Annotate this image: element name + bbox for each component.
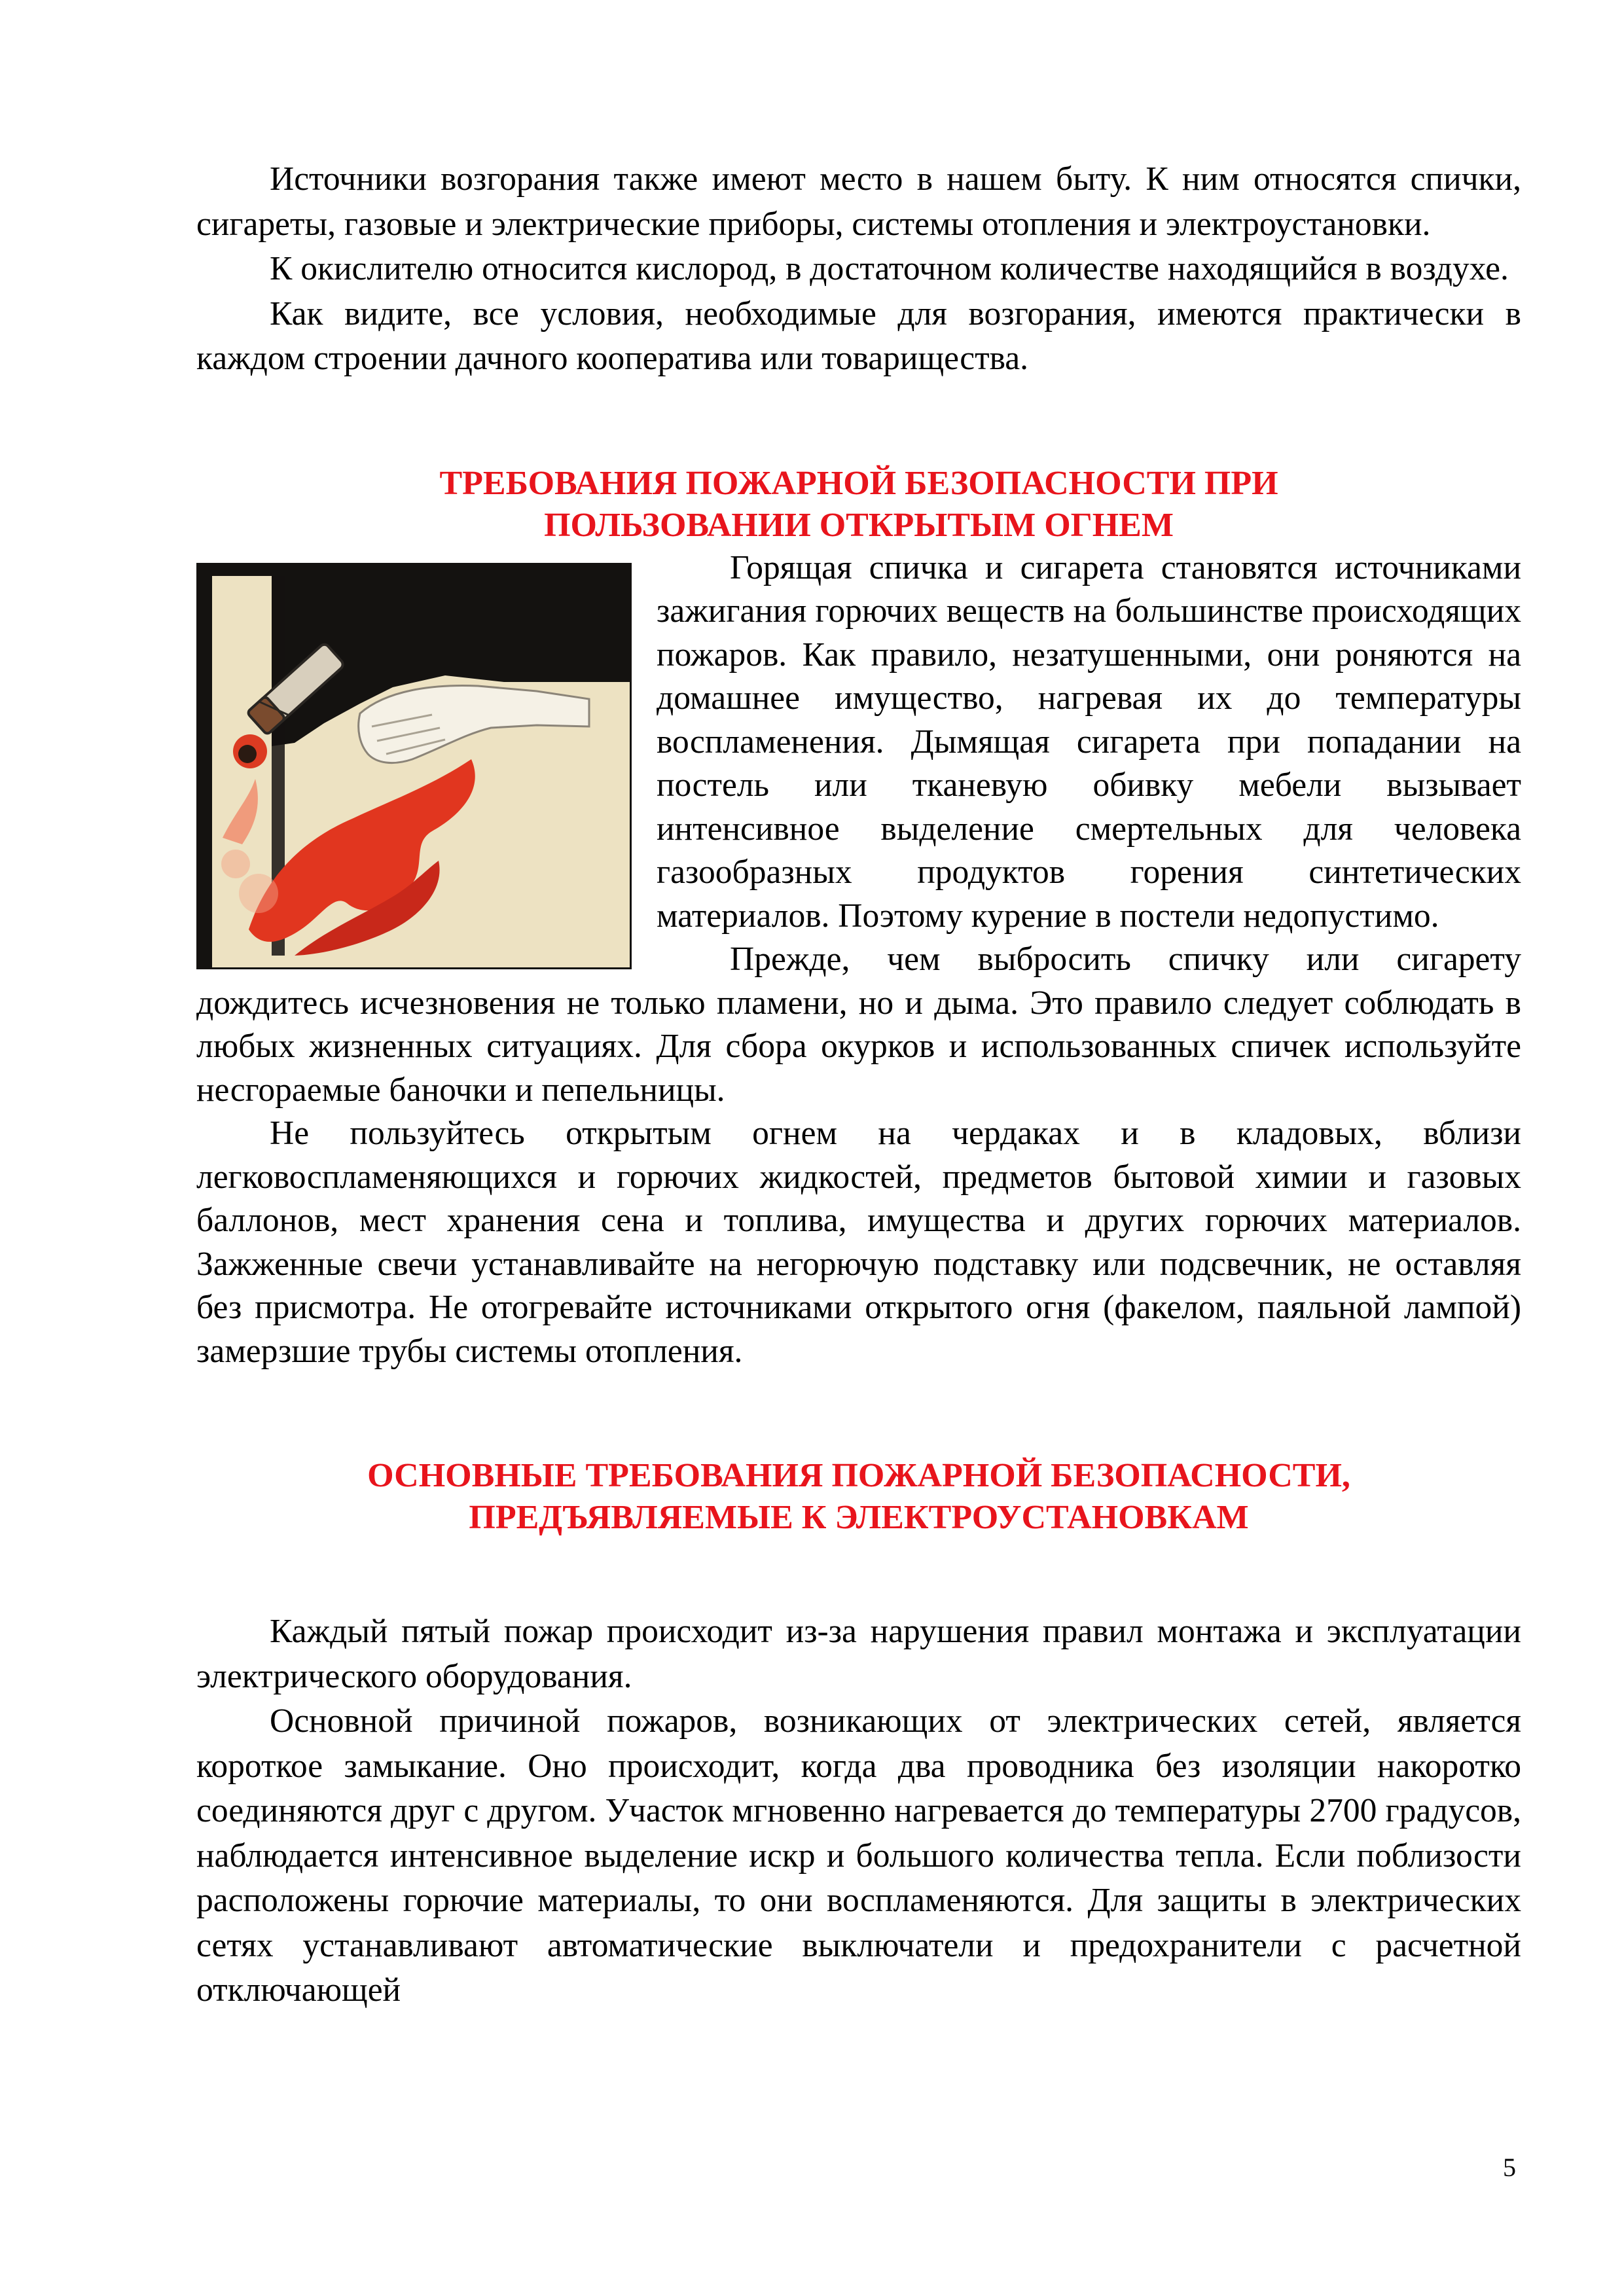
section1-paragraph-3: Не пользуйтесь открытым огнем на чердаках и в кладовых, вблизи легковоспламеняющихся и горючих жидкостей, предметов бытовой химии и газовых баллонов, мест хранения сена и топлива, имущества и других горючих материалов. Зажженные свечи устанавливайте на негорючую подставку или подсвечник, не оставляя без присмотра. Не отогревайте источниками открытого огня (факелом, паяльной лампой) замерзшие трубы системы отопления.	[196, 1115, 1521, 1370]
dropped-cigarette-fire-poster-icon	[196, 563, 632, 969]
intro-paragraph-1: Источники возгорания также имеют место в нашем быту. К ним относятся спички, сигареты, газовые и электрические приборы, системы отопления и электроустановки.	[196, 160, 1521, 243]
section1-heading-line1: ТРЕБОВАНИЯ ПОЖАРНОЙ БЕЗОПАСНОСТИ ПРИ	[439, 464, 1278, 502]
section2-paragraph-1: Каждый пятый пожар происходит из-за нарушения правил монтажа и эксплуатации электрического оборудования.	[196, 1613, 1521, 1695]
intro-paragraph-2: К окислителю относится кислород, в достаточном количестве находящийся в воздухе.	[270, 250, 1509, 287]
section2-heading-line1: ОСНОВНЫЕ ТРЕБОВАНИЯ ПОЖАРНОЙ БЕЗОПАСНОСТИ,	[367, 1457, 1350, 1494]
section2-heading	[196, 1455, 1521, 1539]
section1-paragraph-1: Горящая спичка и сигарета становятся источниками зажигания горючих веществ на большинстве происходящих пожаров. Как правило, незатушенными, они роняются на домашнее имущество, нагревая их до температуры воспламенения. Дымящая сигарета при попадании на постель или тканевую обивку мебели вызывает интенсивное выделение смертельных для человека газообразных продуктов горения синтетических материалов. Поэтому курение в постели недопустимо.	[657, 548, 1521, 935]
section1-heading-line2: ПОЛЬЗОВАНИИ ОТКРЫТЫМ ОГНЕМ	[544, 506, 1174, 544]
intro-paragraph-3: Как видите, все условия, необходимые для возгорания, имеются практически в каждом строении дачного кооператива или товарищества.	[196, 295, 1521, 377]
page-number: 5	[1503, 2153, 1516, 2182]
section1-paragraph-2: Прежде, чем выбросить спичку или сигарету дождитесь исчезновения не только пламени, но и дыма. Это правило следует соблюдать в любых жизненных ситуациях. Для сбора окурков и использованных спичек используйте несгораемые баночки и пепельницы.	[196, 941, 1521, 1109]
section2-heading-line2: ПРЕДЪЯВЛЯЕМЫЕ К ЭЛЕКТРОУСТАНОВКАМ	[469, 1499, 1249, 1536]
document-page	[196, 157, 1521, 2265]
section2-paragraph-2: Основной причиной пожаров, возникающих от электрических сетей, является короткое замыкание. Оно происходит, когда два проводника без изоляции накоротко соединяются друг с другом. Участок мгновенно нагревается до температуры 2700 градусов, наблюдается интенсивное выделение искр и большого количества тепла. Если поблизости расположены горючие материалы, то они воспламеняются. Для защиты в электрических сетях устанавливают автоматические выключатели и предохранители с расчетной отключающей	[196, 1702, 1521, 2009]
section1-heading	[196, 463, 1521, 547]
